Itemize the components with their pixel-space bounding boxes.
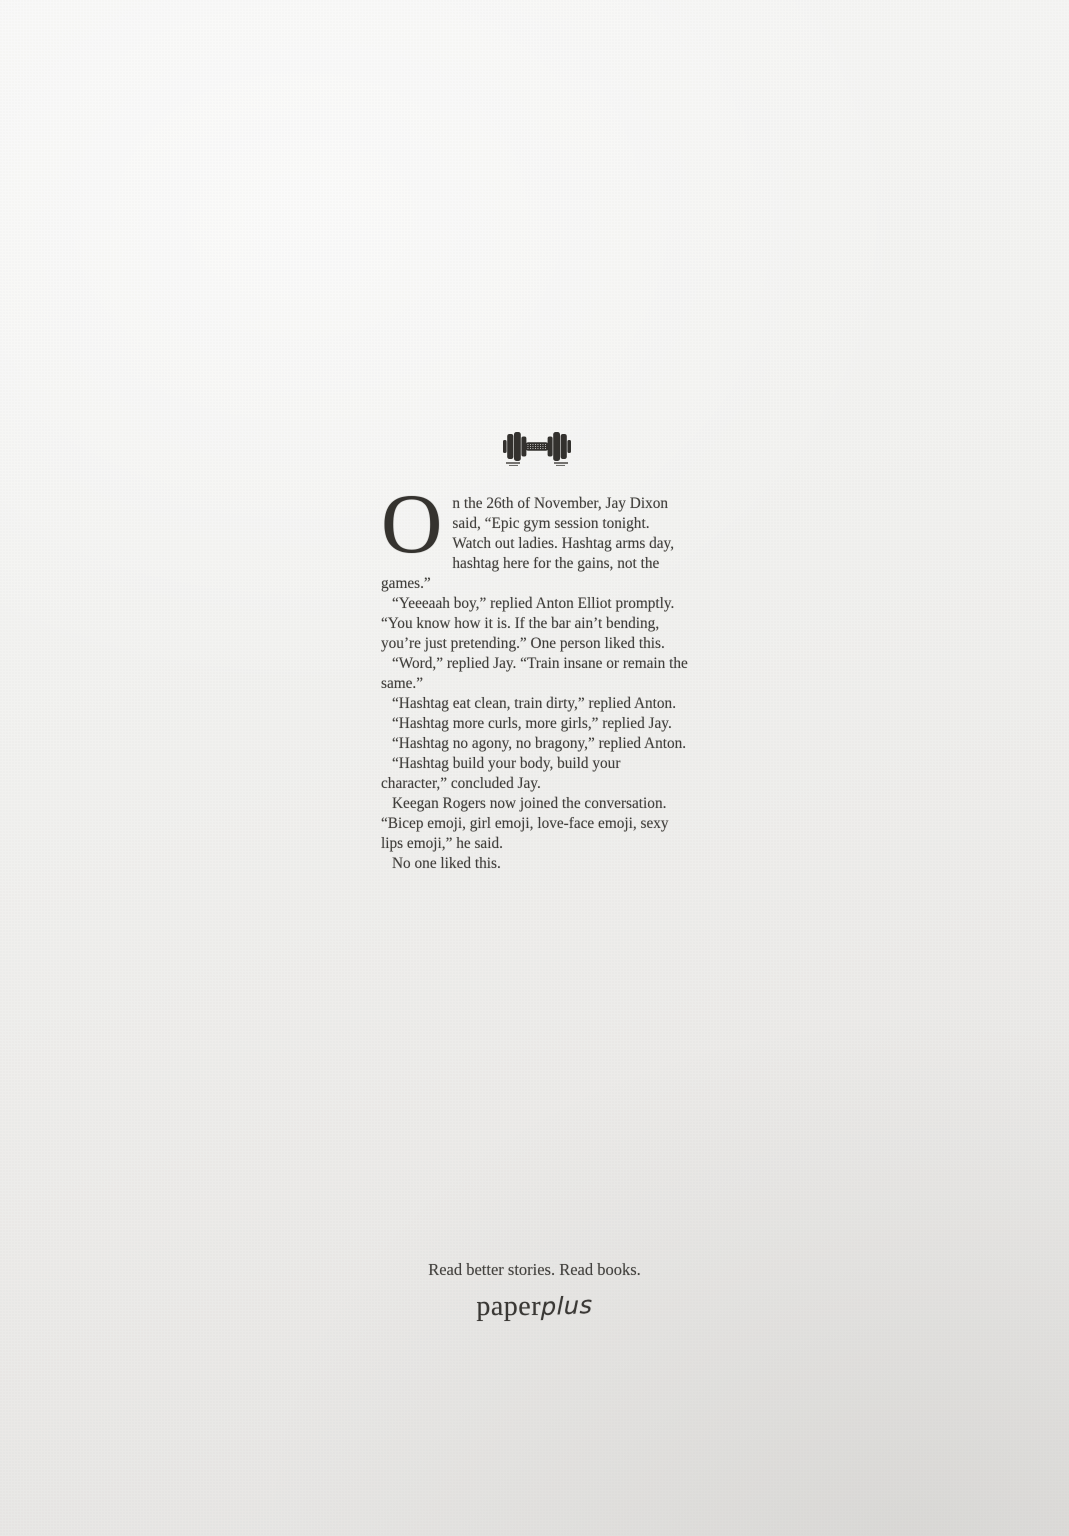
story-paragraph: “Hashtag eat clean, train dirty,” replied Anton. [392, 695, 677, 712]
dumbbell-icon [500, 427, 574, 467]
story-paragraph: “Hashtag more curls, more girls,” replied Jay. [392, 715, 672, 732]
brand-logo-paper: paper [476, 1291, 542, 1322]
brand-logo [0, 1291, 1069, 1323]
story-opening-text: n the 26th of November, Jay Dixon said, “Epic gym session tonight. Watch out ladies. Hashtag arms day, hashtag here for the gains, not the games.” [381, 495, 675, 592]
story-opening-paragraph [381, 477, 689, 594]
story-paragraph: “Hashtag no agony, no bragony,” replied Anton. [392, 735, 687, 752]
story-paragraph: “Word,” replied Jay. “Train insane or remain the same.” [381, 655, 688, 692]
story-text-block [381, 477, 689, 874]
brand-logo-plus: plus [540, 1290, 593, 1322]
story-paragraph: No one liked this. [392, 855, 501, 872]
story-paragraph: “Yeeeaah boy,” replied Anton Elliot promptly. “You know how it is. If the bar ain’t bending, you’re just pretending.” One person liked this. [381, 595, 675, 652]
story-paragraph: “Hashtag build your body, build your character,” concluded Jay. [381, 755, 621, 792]
story-paragraph: Keegan Rogers now joined the conversation. “Bicep emoji, girl emoji, love-face emoji, sexy lips emoji,” he said. [381, 795, 669, 852]
tagline: Read better stories. Read books. [428, 1260, 641, 1279]
drop-cap: O [381, 477, 443, 571]
